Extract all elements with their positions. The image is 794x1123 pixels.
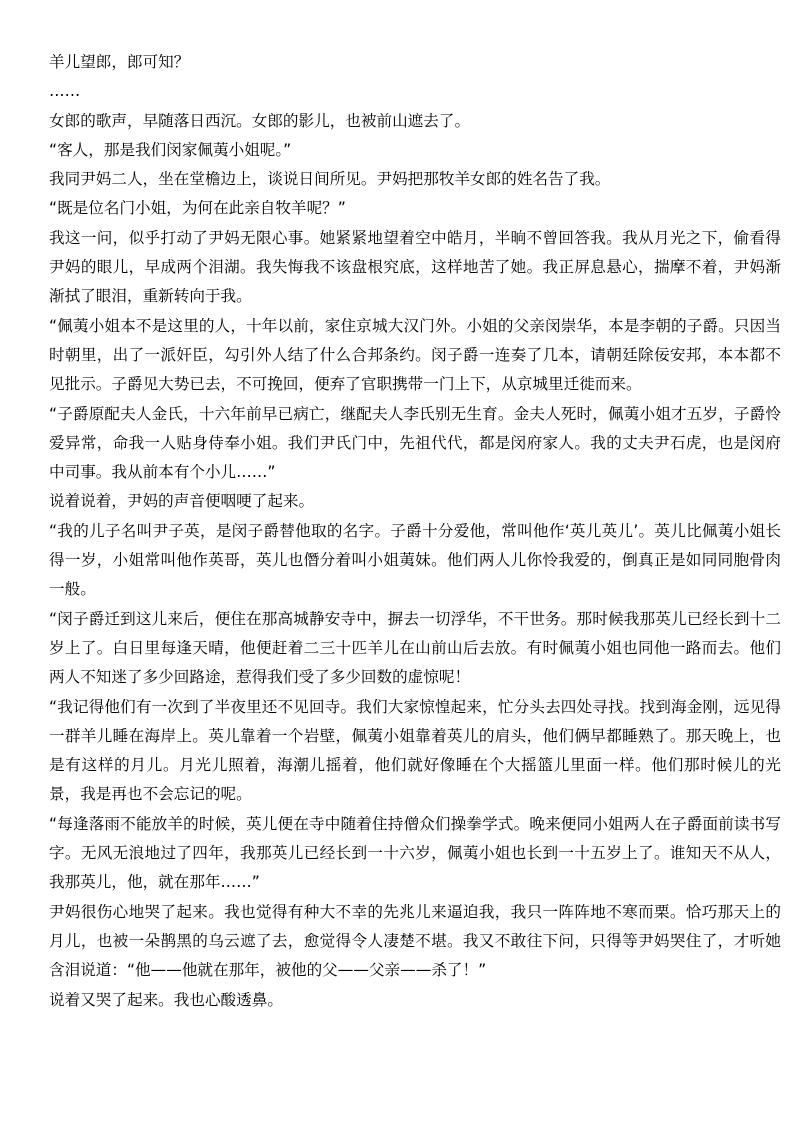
paragraph: “我的儿子名叫尹子英，是闵子爵替他取的名字。子爵十分爱他，常叫他作‘英儿英儿’。英儿比佩荑小姐长得一岁，小姐常叫他作英哥，英儿也僭分着叫小姐荑妹。他们两人儿你怜我爱的，倒真正是如同同胞骨肉一般。 [49, 521, 781, 599]
paragraph: 说着又哭了起来。我也心酸透鼻。 [49, 990, 283, 1009]
paragraph: 我这一问，似乎打动了尹妈无限心事。她紧紧地望着空中皓月，半晌不曾回答我。我从月光之下，偷看得尹妈的眼儿，早成两个泪湖。我失悔我不该盘根究底，这样地苦了她。我正屏息悬心，揣摩不着，尹妈渐渐拭了眼泪，重新转向于我。 [49, 228, 781, 306]
paragraph: “既是位名门小姐，为何在此亲自牧羊呢？” [49, 199, 346, 218]
paragraph: “每逢落雨不能放羊的时候，英儿便在寺中随着住持僧众们操拳学式。晚来便同小姐两人在子爵面前读书写字。无风无浪地过了四年，我那英儿已经长到一十六岁，佩荑小姐也长到一十五岁上了。谁知天不从人，我那英儿，他，就在那年……” [49, 814, 781, 892]
paragraph: 羊儿望郎，郎可知？ [49, 53, 190, 71]
paragraph: …… [49, 82, 81, 101]
paragraph: “子爵原配夫人金氏，十六年前早已病亡，继配夫人李氏别无生育。金夫人死时，佩荑小姐才五岁，子爵怜爱异常，命我一人贴身侍奉小姐。我们尹氏门中，先祖代代，都是闵府家人。我的丈夫尹石虎，也是闵府中司事。我从前本有个小儿……” [49, 404, 781, 482]
paragraph: 尹妈很伤心地哭了起来。我也觉得有种大不幸的先兆儿来逼迫我，我只一阵阵地不寒而栗。恰巧那天上的月儿，也被一朵鹊黑的乌云遮了去，愈觉得令人凄楚不堪。我又不敢往下问，只得等尹妈哭住了，才听她含泪说道：“他——他就在那年，被他的父——父亲——杀了！” [49, 902, 781, 980]
paragraph: 我同尹妈二人，坐在堂檐边上，谈说日间所见。尹妈把那牧羊女郎的姓名告了我。 [49, 170, 611, 189]
paragraph: “佩荑小姐本不是这里的人，十年以前，家住京城大汉门外。小姐的父亲闵崇华，本是李朝的子爵。只因当时朝里，出了一派奸臣，勾引外人结了什么合邦条约。闵子爵一连奏了几本，请朝廷除佞安邦，本本都不见批示。子爵见大势已去，不可挽回，便弃了官职携带一门上下，从京城里迁徙而来。 [49, 316, 781, 394]
document-body [49, 48, 781, 1015]
paragraph: 女郎的歌声，早随落日西沉。女郎的影儿，也被前山遮去了。 [49, 111, 471, 130]
paragraph: “我记得他们有一次到了半夜里还不见回寺。我们大家惊惶起来，忙分头去四处寻找。找到海金刚，远见得一群羊儿睡在海岸上。英儿靠着一个岩壁，佩荑小姐靠着英儿的肩头，他们俩早都睡熟了。那天晚上，也是有这样的月儿。月光儿照着，海潮儿摇着，他们就好像睡在个大摇篮儿里面一样。他们那时候儿的光景，我是再也不会忘记的呢。 [49, 697, 781, 804]
paragraph: 说着说着，尹妈的声音便咽哽了起来。 [49, 492, 315, 511]
paragraph: “闵子爵迁到这儿来后，便住在那高城静安寺中，摒去一切浮华，不干世务。那时候我那英儿已经长到十二岁上了。白日里每逢天晴，他便赶着二三十匹羊儿在山前山后去放。有时佩荑小姐也同他一路而去。他们两人不知迷了多少回路途，惹得我们受了多少回数的虚惊呢！ [49, 609, 781, 687]
paragraph: “客人，那是我们闵家佩荑小姐呢。” [49, 140, 292, 159]
